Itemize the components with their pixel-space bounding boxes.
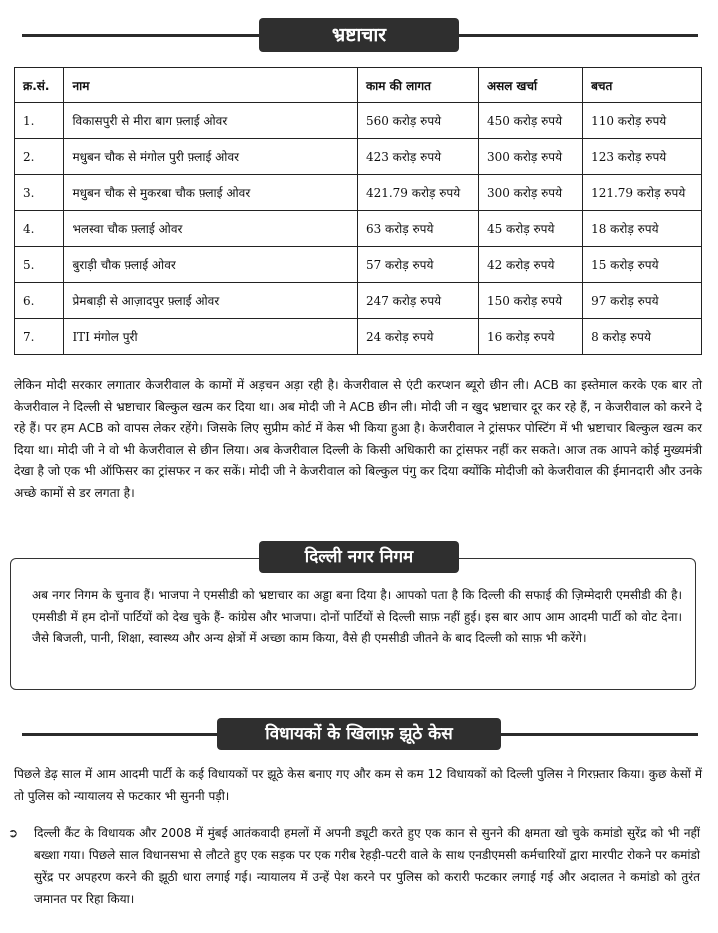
- table-cell: विकासपुरी से मीरा बाग फ़्लाई ओवर: [64, 103, 358, 139]
- table-row: [15, 103, 702, 139]
- column-header: बचत: [583, 68, 702, 103]
- table-cell: 2.: [15, 139, 64, 175]
- mcd-paragraph: अब नगर निगम के चुनाव हैं। भाजपा ने एमसीडी को भ्रष्टाचार का अड्डा बना दिया है। आपको पता है कि दिल्ली की सफाई की ज़िम्मेदारी एमसीडी की है। एमसीडी में हम दोनों पार्टियों को देख चुके हैं- कांग्रेस और भाजपा। दोनों पार्टियों से दिल्ली साफ़ नहीं हुई। इस बार आप आम आदमी पार्टी को वोट देना। जैसे बिजली, पानी, शिक्षा, स्वास्थ्य और अन्य क्षेत्रों में अच्छा काम किया, वैसे ही एमसीडी जीतने के बाद दिल्ली को साफ़ भी करेंगे।: [32, 588, 682, 645]
- table-cell: 247 करोड़ रुपये: [357, 283, 478, 319]
- table-cell: 421.79 करोड़ रुपये: [357, 175, 478, 211]
- table-row: [15, 211, 702, 247]
- column-header: क्र.सं.: [15, 68, 64, 103]
- section-header-mcd: [0, 541, 718, 575]
- table-header-row: [15, 68, 702, 103]
- bullet-item-commando: दिल्ली कैंट के विधायक और 2008 में मुंबई आतंकवादी हमलों में अपनी ड्यूटी करते हुए एक कान से सुनने की क्षमता खो चुके कमांडो सुरेंद्र को भी नहीं बख्शा गया। पिछले साल विधानसभा से लौटते हुए एक सड़क पर एक गरीब रेहड़ी-पटरी वाले के साथ एनडीएमसी कर्मचारियों द्वारा मारपीट रोकने पर कमांडो सुरेंद्र पर अपहरण करने की झूठी धारा लगाई गई। न्यायालय में उन्हें पेश करने पर पुलिस को करारी फटकार लगाई गई और अदालत ने कमांडो को तुरंत जमानत पर रिहा किया।: [34, 826, 700, 906]
- column-header: असल खर्चा: [478, 68, 582, 103]
- column-header: काम की लागत: [357, 68, 478, 103]
- corruption-paragraph: लेकिन मोदी सरकार लगातार केजरीवाल के कामों में अड़चन अड़ा रही है। केजरीवाल से एंटी करप्शन ब्यूरो छीन ली। ACB का इस्तेमाल करके एक बार तो केजरीवाल ने दिल्ली से भ्रष्टाचार बिल्कुल खत्म कर दिया था। अब मोदी जी ने ACB छीन ली। मोदी जी न खुद भ्रष्टाचार दूर कर रहे हैं, न केजरीवाल को करने दे रहे हैं। पर हम ACB को वापस लेकर रहेंगे। जिसके लिए सुप्रीम कोर्ट में केस भी किया हुआ है। केजरीवाल ने ट्रांसफर पोस्टिंग में भी भ्रष्टाचार बिल्कुल खत्म कर दिया था। मोदी जी ने वो भी केजरीवाल से छीन लिया। अब केजरीवाल दिल्ली के किसी अधिकारी का ट्रांसफर नहीं कर सकते। आज तक आपने कोई मुख्यमंत्री देखा है जो एक भी ऑफिसर का ट्रांसफर न कर सकें। मोदी जी ने केजरीवाल को बिल्कुल पंगु कर दिया क्योंकि मोदीजी को केजरीवाल की ईमानदारी और उनके अच्छे कामों से डर लगता है।: [14, 378, 702, 500]
- table-cell: 110 करोड़ रुपये: [583, 103, 702, 139]
- table-cell: 18 करोड़ रुपये: [583, 211, 702, 247]
- table-cell: 16 करोड़ रुपये: [478, 319, 582, 355]
- false-cases-paragraph: पिछले डेढ़ साल में आम आदमी पार्टी के कई विधायकों पर झूठे केस बनाए गए और कम से कम 12 विधायकों को दिल्ली पुलिस ने गिरफ़्तार किया। कुछ केसों में तो पुलिस को न्यायालय से फटकार भी सुननी पड़ी।: [14, 767, 702, 803]
- table-cell: 560 करोड़ रुपये: [357, 103, 478, 139]
- table-cell: 1.: [15, 103, 64, 139]
- section-title: दिल्ली नगर निगम: [259, 541, 459, 573]
- table-cell: 63 करोड़ रुपये: [357, 211, 478, 247]
- cost-comparison-table: [14, 67, 702, 355]
- table-cell: 450 करोड़ रुपये: [478, 103, 582, 139]
- table-cell: 6.: [15, 283, 64, 319]
- table-cell: बुराड़ी चौक फ़्लाई ओवर: [64, 247, 358, 283]
- table-cell: 15 करोड़ रुपये: [583, 247, 702, 283]
- table-cell: ITI मंगोल पुरी: [64, 319, 358, 355]
- table-row: [15, 139, 702, 175]
- section-header-false-cases: [0, 718, 718, 752]
- section-title: भ्रष्टाचार: [259, 18, 459, 52]
- table-cell: 42 करोड़ रुपये: [478, 247, 582, 283]
- table-cell: 45 करोड़ रुपये: [478, 211, 582, 247]
- table-cell: 3.: [15, 175, 64, 211]
- table-cell: मधुबन चौक से मंगोल पुरी फ़्लाई ओवर: [64, 139, 358, 175]
- table-cell: भलस्वा चौक फ़्लाई ओवर: [64, 211, 358, 247]
- table-cell: 5.: [15, 247, 64, 283]
- table-row: [15, 247, 702, 283]
- table-cell: 7.: [15, 319, 64, 355]
- table-cell: 4.: [15, 211, 64, 247]
- table-row: [15, 283, 702, 319]
- table-cell: 24 करोड़ रुपये: [357, 319, 478, 355]
- section-title: विधायकों के खिलाफ़ झूठे केस: [217, 718, 501, 750]
- table-cell: 300 करोड़ रुपये: [478, 139, 582, 175]
- table-cell: मधुबन चौक से मुकरबा चौक फ़्लाई ओवर: [64, 175, 358, 211]
- table-cell: 150 करोड़ रुपये: [478, 283, 582, 319]
- column-header: नाम: [64, 68, 358, 103]
- table-row: [15, 319, 702, 355]
- table-cell: प्रेमबाड़ी से आज़ादपुर फ़्लाई ओवर: [64, 283, 358, 319]
- table-row: [15, 175, 702, 211]
- table-cell: 123 करोड़ रुपये: [583, 139, 702, 175]
- arrow-right-circle-icon: ➲: [8, 826, 19, 840]
- table-cell: 300 करोड़ रुपये: [478, 175, 582, 211]
- table-cell: 97 करोड़ रुपये: [583, 283, 702, 319]
- table-cell: 423 करोड़ रुपये: [357, 139, 478, 175]
- table-cell: 8 करोड़ रुपये: [583, 319, 702, 355]
- section-header-corruption: [0, 18, 718, 54]
- table-cell: 57 करोड़ रुपये: [357, 247, 478, 283]
- table-cell: 121.79 करोड़ रुपये: [583, 175, 702, 211]
